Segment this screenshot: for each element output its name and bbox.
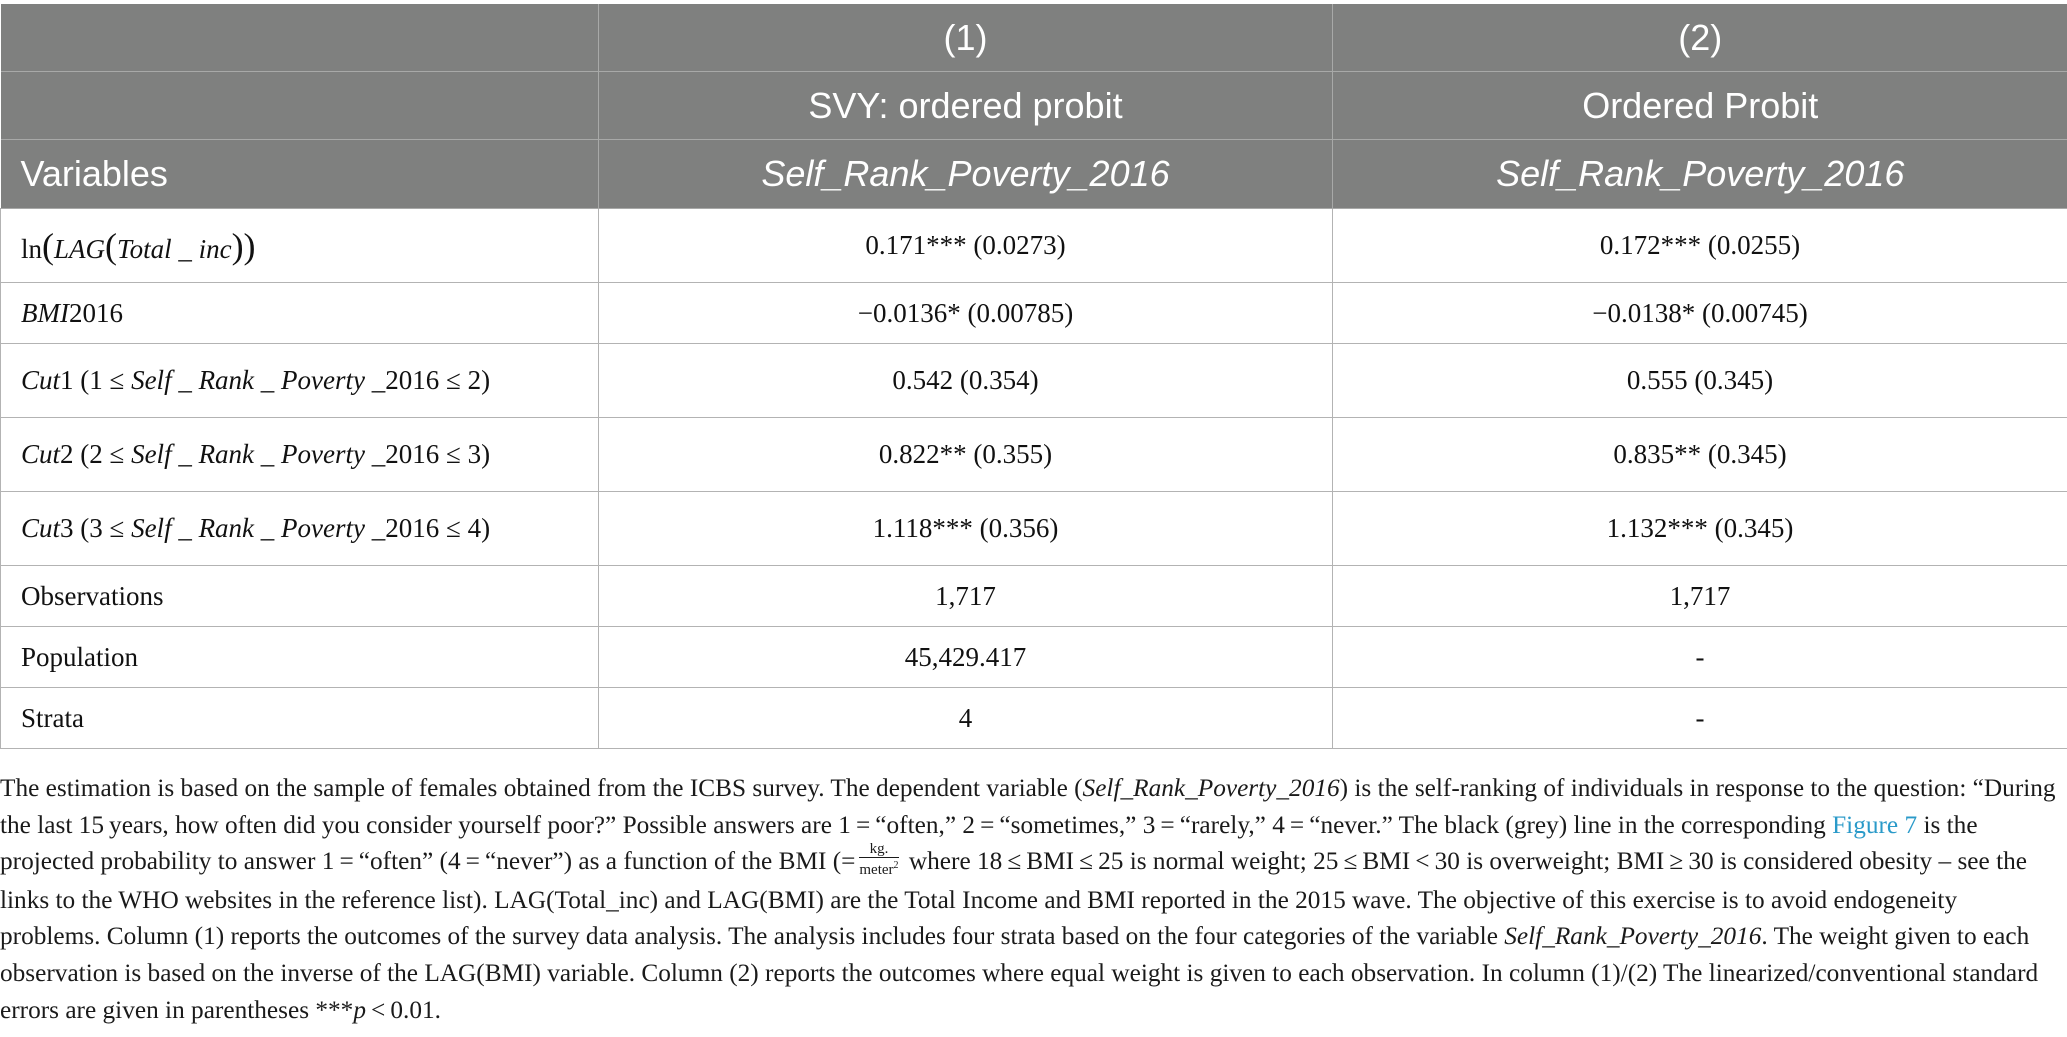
row-label-bmi2016 [1,283,599,344]
label-part: Self _ Rank _ Poverty _ [131,513,386,543]
row-label-observations: Observations [1,566,599,627]
footnote-text: where 18 ≤ BMI ≤ 25 is normal weight; 25 ≤ BMI < 30 is overweight; BMI ≥ 30 is considered obesity – see the links to the WHO websites in the reference list). LAG(Total_inc) and LAG(BMI) are the Total Income and BMI reported in the 2015 wave. The objective of this exercise is to avoid endogeneity problems. Column (1) reports the outcomes of the survey data analysis. The analysis includes four strata based on the four categories of the variable [0,847,2027,951]
footnote-text: ) is the self-ranking of individuals in response to the question: “During the last 15 years, how often did you consider yourself poor?” Possible answers are 1 = “often,” 2 = “sometimes,” 3 = “rarely,” 4 = “never.” The black (grey) line in the corresponding [0,774,2056,839]
table-row [1,688,2067,749]
row-value-col2: 1,717 [1333,566,2067,627]
label-part: 1 [60,365,74,395]
label-part: ln [21,233,43,264]
results-table [0,4,2067,749]
row-value-col1: 1.118*** (0.356) [599,492,1333,566]
label-part: LAG [54,233,106,264]
table-footnote [0,770,2062,1028]
col2-model: Ordered Probit [1333,72,2067,140]
label-part: )) [231,225,256,266]
table-row [1,566,2067,627]
label-part: 2016 ≤ 2) [385,365,491,395]
footnote-text: . The weight given to each observation is based on the inverse of the LAG(BMI) variable. Column (2) reports the outcomes where equal weight is given to each observation. In column (1)/(2) The linearized/conventional standard errors are given in parentheses *** [0,922,2039,1024]
footnote-text: < 0.01. [365,995,441,1024]
fraction-exponent: 2 [893,859,899,871]
label-part: 2 [60,439,74,469]
bmi-fraction [859,841,898,878]
label-part: (3 ≤ [73,513,132,543]
table-row [1,283,2067,344]
row-label-cut2 [1,418,599,492]
table-row [1,418,2067,492]
row-value-col1: 1,717 [599,566,1333,627]
label-part: 2016 ≤ 3) [385,439,491,469]
fraction-numerator: kg. [859,841,898,858]
col1-dependent-variable: Self_Rank_Poverty_2016 [599,140,1333,209]
row-value-col2: 0.555 (0.345) [1333,344,2067,418]
footnote-text: The estimation is based on the sample of females obtained from the ICBS survey. The dependent variable ( [0,774,1083,802]
row-value-col2: 0.172*** (0.0255) [1333,209,2067,283]
table-header [1,4,2067,209]
row-value-col2: 0.835** (0.345) [1333,418,2067,492]
label-part: 3 [60,513,74,543]
row-value-col2: - [1333,627,2067,688]
variables-header: Variables [1,140,599,209]
fraction-denominator [859,858,898,878]
label-part: (1 ≤ [73,365,132,395]
row-value-col1: 45,429.417 [599,627,1333,688]
row-value-col1: −0.0136* (0.00785) [599,283,1333,344]
footnote-text: is the projected probability to answer 1 = “often” (4 = “never”) as a function of the BMI (= [0,810,1978,876]
footnote-italic: Self_Rank_Poverty_2016 [1082,774,1340,802]
header-empty-cell [1,72,599,140]
fraction-denominator-text: meter [859,861,894,878]
row-value-col2: −0.0138* (0.00745) [1333,283,2067,344]
label-part: Self _ Rank _ Poverty _ [131,365,386,395]
row-value-col2: 1.132*** (0.345) [1333,492,2067,566]
label-part: ( [105,225,118,266]
label-part: (2 ≤ [73,439,132,469]
table-row [1,344,2067,418]
row-value-col1: 4 [599,688,1333,749]
row-label-cut3 [1,492,599,566]
label-part: Self _ Rank _ Poverty _ [131,439,386,469]
table-row [1,627,2067,688]
figure-7-link[interactable]: Figure 7 [1832,810,1918,839]
label-part: ( [42,225,55,266]
col1-model: SVY: ordered probit [599,72,1333,140]
label-part: Total _ inc [117,233,232,264]
label-part: Cut [21,439,61,469]
row-label-population: Population [1,627,599,688]
label-part: Cut [21,513,61,543]
label-part: 2016 ≤ 4) [385,513,491,543]
label-part: BMI [21,297,69,328]
row-label-strata: Strata [1,688,599,749]
row-value-col1: 0.171*** (0.0273) [599,209,1333,283]
row-value-col1: 0.822** (0.355) [599,418,1333,492]
label-part: Cut [21,365,61,395]
label-part: 2016 [68,297,123,328]
col1-number: (1) [599,4,1333,72]
footnote-italic: Self_Rank_Poverty_2016 [1504,922,1762,951]
header-empty-cell [1,4,599,72]
row-label-ln-lag-total-inc [1,209,599,283]
table-row [1,209,2067,283]
row-value-col1: 0.542 (0.354) [599,344,1333,418]
col2-number: (2) [1333,4,2067,72]
table-row [1,492,2067,566]
footnote-italic: p [353,995,366,1024]
row-value-col2: - [1333,688,2067,749]
table-body [1,209,2067,749]
row-label-cut1 [1,344,599,418]
col2-dependent-variable: Self_Rank_Poverty_2016 [1333,140,2067,209]
